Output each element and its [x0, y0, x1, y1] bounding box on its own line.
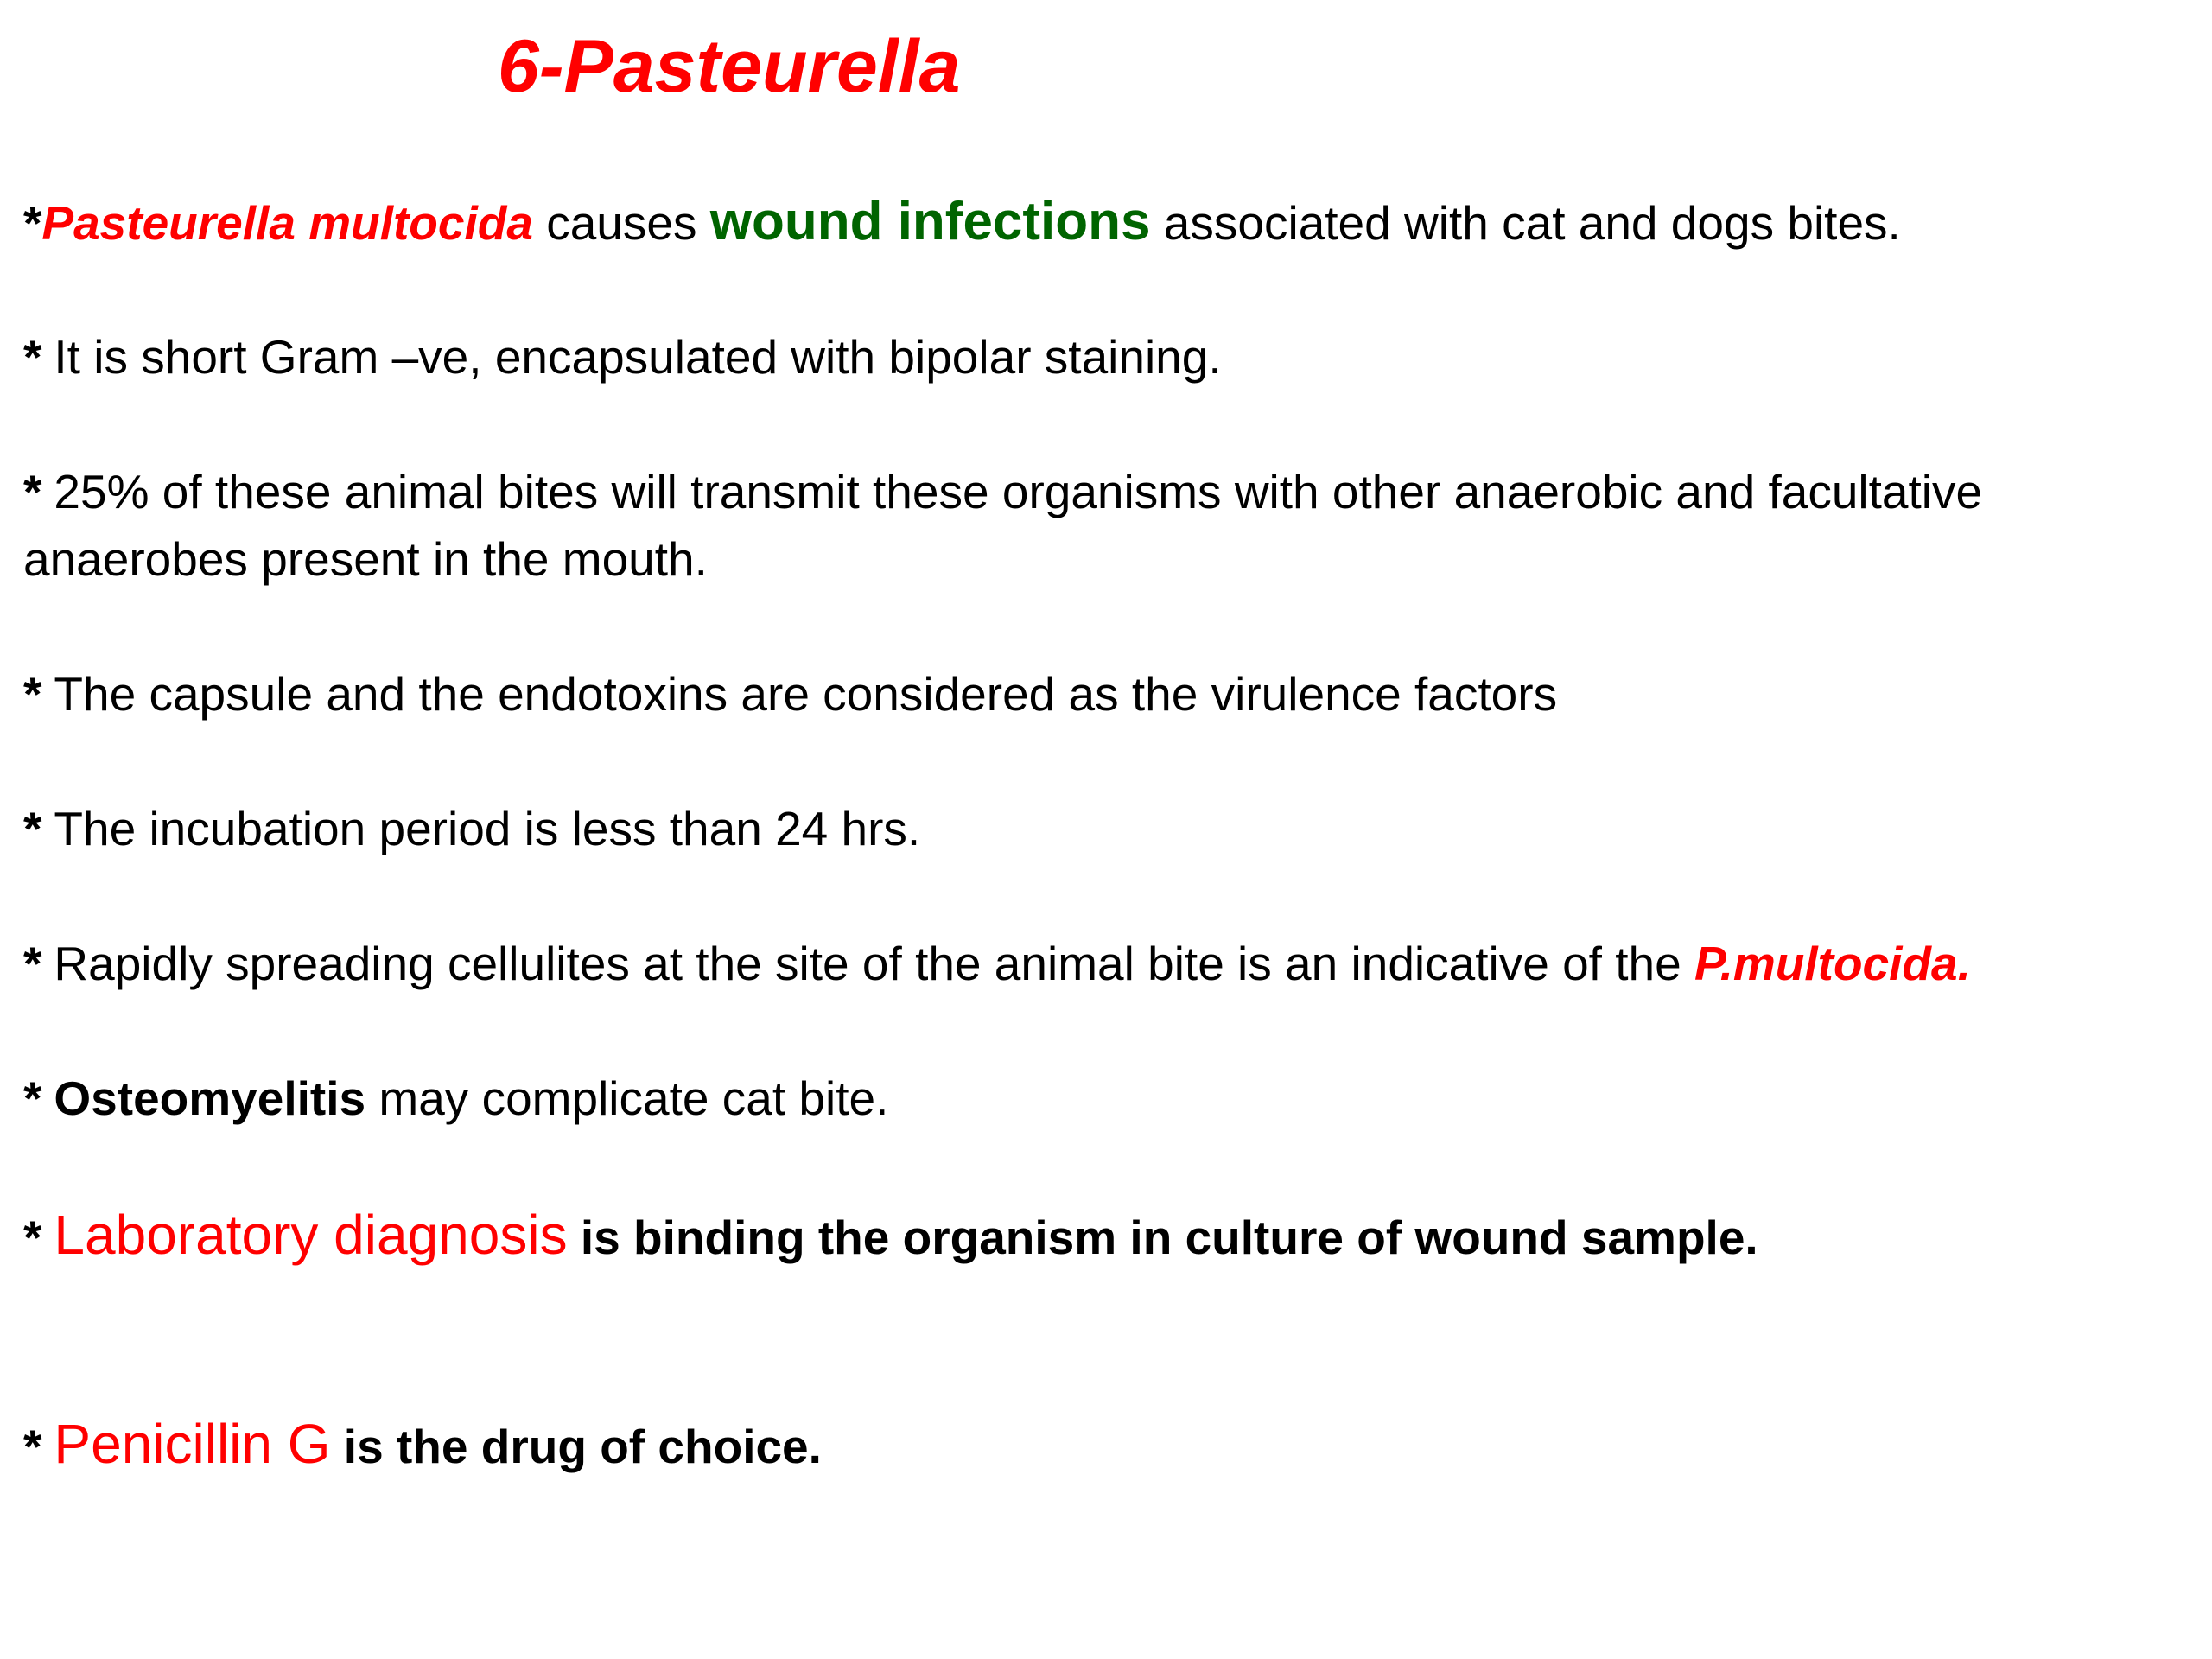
- bullet-star: *: [23, 1211, 42, 1264]
- organism-name: Pasteurella multocida: [41, 196, 533, 250]
- bullet-lab-diagnosis: [23, 1201, 1758, 1271]
- bullet-star: *: [23, 196, 42, 250]
- osteomyelitis-term: Osteomyelitis: [54, 1071, 366, 1125]
- bullet-treatment: [23, 1410, 822, 1480]
- bullet-text: It is short Gram –ve, encapsulated with bipolar staining.: [54, 330, 1222, 384]
- bullet-text: is the drug of choice.: [330, 1420, 822, 1473]
- bullet-text: The capsule and the endotoxins are considered as the virulence factors: [54, 667, 1558, 721]
- bullet-text: 25% of these animal bites will transmit these organisms with other anaerobic and facultative anaerobes present in the mouth.: [23, 465, 1983, 586]
- bullet-star: *: [23, 802, 42, 855]
- bullet-text: causes: [532, 196, 710, 250]
- bullet-star: *: [23, 667, 42, 721]
- bullet-star: *: [23, 330, 42, 384]
- bullet-star: *: [23, 1071, 42, 1125]
- bullet-star: *: [23, 937, 42, 990]
- bullet-star: *: [23, 465, 42, 518]
- bullet-text: The incubation period is less than 24 hrs.: [54, 802, 921, 855]
- slide-title: 6-Pasteurella: [498, 25, 961, 108]
- penicillin-term: Penicillin G: [54, 1413, 331, 1475]
- bullet-text: may complicate cat bite.: [365, 1071, 889, 1125]
- bullet-cellulitis: [23, 930, 1971, 997]
- wound-infections-highlight: wound infections: [709, 192, 1151, 251]
- organism-abbrev: P.multocida.: [1694, 937, 1971, 990]
- bullet-star: *: [23, 1420, 42, 1473]
- bullet-transmission: [23, 458, 2183, 593]
- bullet-pasteurella-multocida: [23, 188, 1901, 257]
- bullet-text: is binding the organism in culture of wound sample.: [567, 1211, 1758, 1264]
- lab-diagnosis-term: Laboratory diagnosis: [54, 1204, 568, 1266]
- bullet-virulence: [23, 660, 1557, 728]
- bullet-text: Rapidly spreading cellulites at the site of the animal bite is an indicative of the: [54, 937, 1694, 990]
- bullet-gram-stain: [23, 323, 1222, 391]
- bullet-osteomyelitis: [23, 1065, 888, 1132]
- bullet-incubation: [23, 795, 920, 862]
- bullet-text: associated with cat and dogs bites.: [1150, 196, 1901, 250]
